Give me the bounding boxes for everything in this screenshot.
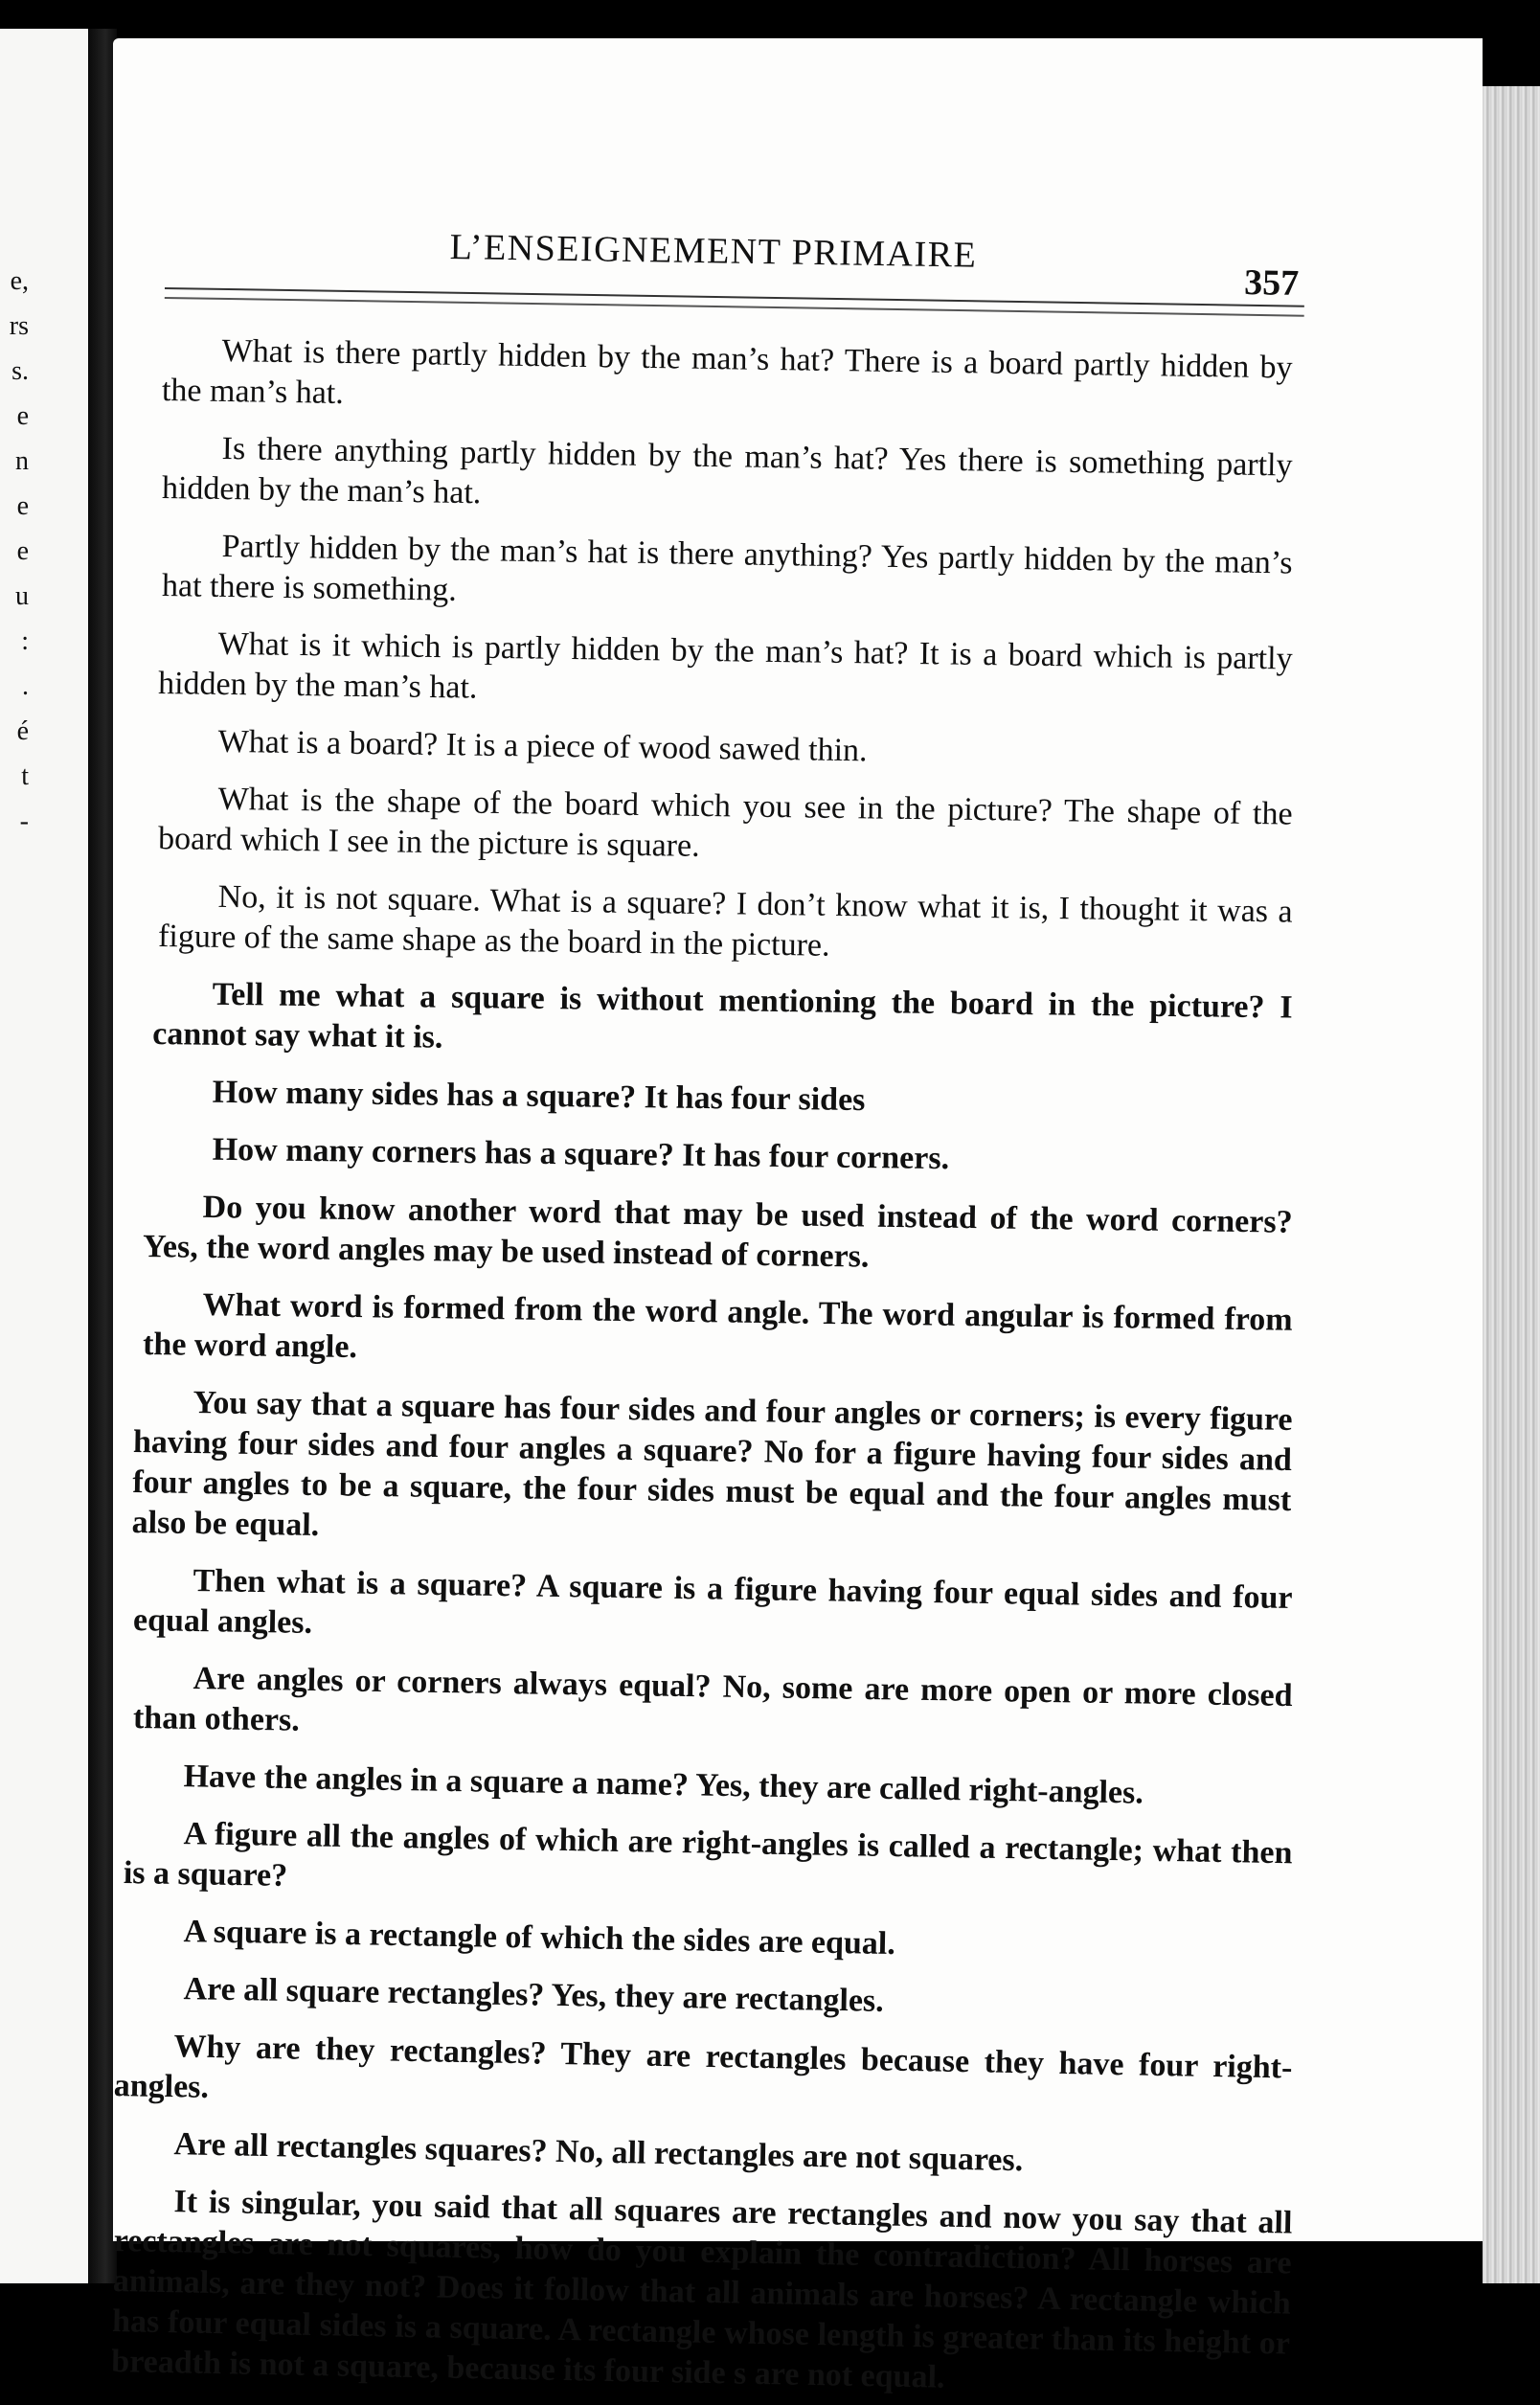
- left-page-text-fragments: [0, 259, 29, 844]
- left-fragment: e,: [10, 266, 29, 296]
- paragraph: No, it is not square. What is a square? I don’t know what it is, I thought it was a figure of the same shape as the board in the picture.: [157, 878, 1293, 964]
- paragraph: How many sides has a square? It has four sides: [212, 1074, 866, 1119]
- left-fragment: e: [16, 491, 29, 521]
- paragraph: Is there anything partly hidden by the man’s hat? Yes there is something partly hidden by the man’s hat.: [161, 430, 1293, 511]
- paragraph: Are angles or corners always equal? No, some are more open or more closed than others.: [132, 1660, 1293, 1738]
- paragraph: What is the shape of the board which you see in the picture? The shape of the board which I see in the picture is square.: [157, 781, 1293, 864]
- body-text: [111, 330, 1293, 2399]
- paragraph: Do you know another word that may be used instead of the word corners? Yes, the word angles may be used instead of corners.: [142, 1189, 1293, 1275]
- left-fragment: .: [22, 671, 29, 701]
- paragraph: A figure all the angles of which are right-angles is called a rectangle; what then is a square?: [123, 1816, 1293, 1894]
- left-fragment: -: [19, 806, 29, 836]
- paragraph: A square is a rectangle of which the sides are equal.: [183, 1914, 896, 1963]
- paragraph: It is singular, you said that all squares are rectangles and now you say that all rectangles are not squares, how do you explain the contradiction? All horses are animals, are they not? Does it follow that all animals are horses? A rectangle which has four equal sides is a square. A rectangle whose length is greater than its height or breadth is not a square, because its four side s are not equal.: [111, 2184, 1293, 2395]
- left-fragment: e: [16, 536, 29, 566]
- paragraph: Then what is a square? A square is a figure having four equal sides and four equal angles.: [132, 1562, 1293, 1641]
- paragraph: Are all rectangles squares? No, all rectangles are not squares.: [173, 2126, 1024, 2179]
- page-number: 357: [1243, 262, 1300, 304]
- left-fragment: s.: [11, 356, 29, 386]
- paragraph: What is it which is partly hidden by the man’s hat? It is a board which is partly hidden by the man’s hat.: [157, 625, 1293, 706]
- paragraph: Partly hidden by the man’s hat is there anything? Yes partly hidden by the man’s hat there is something.: [161, 528, 1293, 608]
- left-fragment: n: [15, 446, 29, 476]
- left-fragment: u: [15, 581, 29, 611]
- left-fragment: :: [21, 626, 29, 656]
- paragraph: Tell me what a square is without mentioning the board in the picture? I cannot say what it is.: [152, 976, 1293, 1055]
- running-head: L’ENSEIGNEMENT PRIMAIRE: [449, 226, 978, 276]
- paragraph: What is a board? It is a piece of wood sawed thin.: [217, 723, 868, 769]
- left-fragment: e: [16, 401, 29, 431]
- paragraph: Are all square rectangles? Yes, they are rectangles.: [183, 1971, 885, 2019]
- paragraph: What word is formed from the word angle. The word angular is formed from the word angle.: [142, 1286, 1293, 1366]
- paragraph: How many corners has a square? It has four corners.: [212, 1131, 950, 1177]
- paragraph: What is there partly hidden by the man’s hat? There is a board partly hidden by the man’s hat.: [161, 332, 1293, 411]
- left-fragment: é: [16, 716, 29, 746]
- page-edges: [1483, 86, 1540, 2283]
- paragraph: You say that a square has four sides and four angles or corners; is every figure having four sides and four angles a square? No for a figure having four sides and four angles to be a square, the four sides must be equal and the four angles must also be equal.: [131, 1384, 1293, 1544]
- left-fragment: t: [21, 761, 29, 791]
- paragraph: Have the angles in a square a name? Yes, they are called right-angles.: [183, 1758, 1144, 1811]
- paragraph: Why are they rectangles? They are rectangles because they have four right-angles.: [113, 2029, 1293, 2105]
- left-fragment: rs: [9, 311, 29, 341]
